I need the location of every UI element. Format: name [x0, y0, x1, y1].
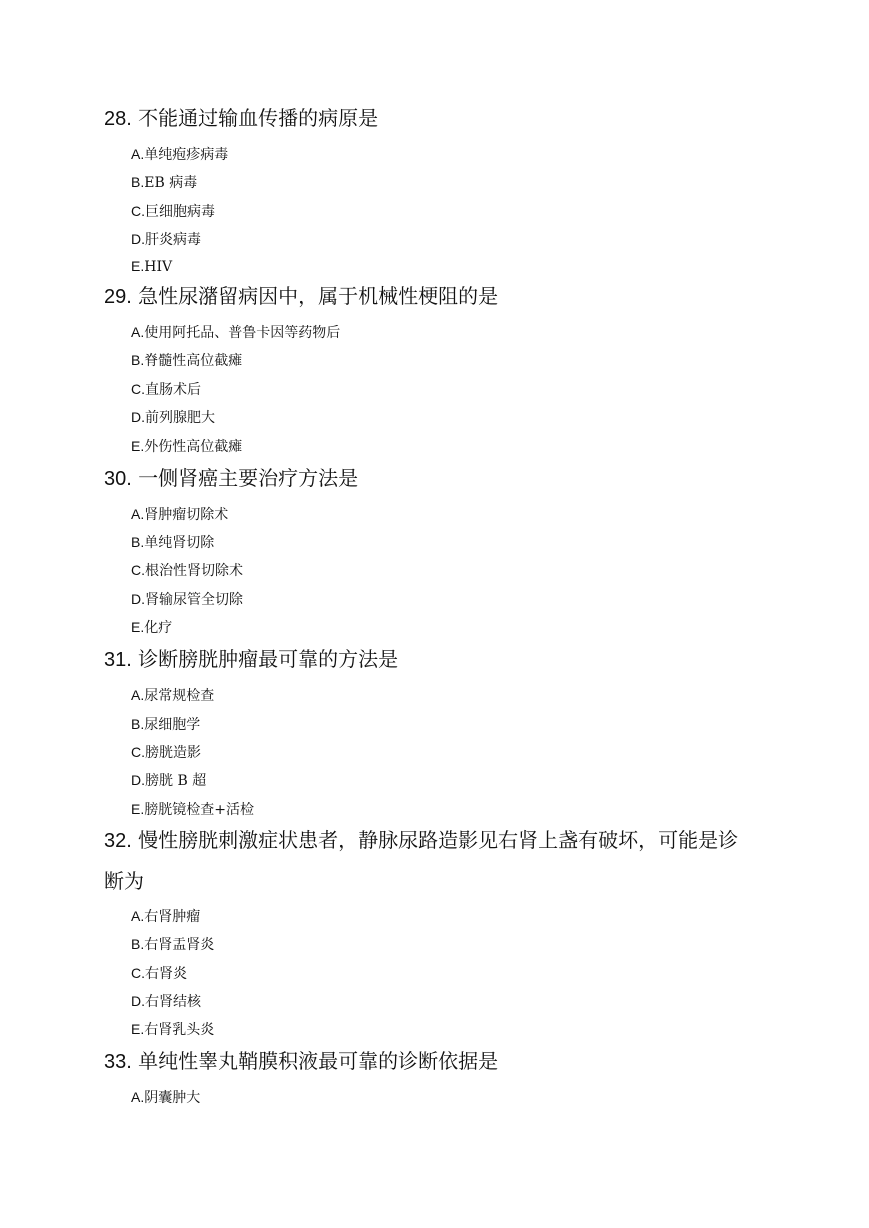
question-33-stem: [104, 1049, 498, 1074]
option-text: 右肾结核: [145, 994, 201, 1010]
question-32-option-a: [131, 907, 200, 926]
option-text: 阴囊肿大: [144, 1090, 201, 1106]
option-text: 单纯肾切除: [144, 535, 215, 551]
question-number: 32.: [104, 830, 132, 852]
option-text: 肾输尿管全切除: [145, 592, 243, 608]
option-text: 化疗: [144, 620, 173, 636]
option-letter: B.: [131, 174, 145, 190]
option-text: 使用阿托品、普鲁卡因等药物后: [144, 325, 341, 341]
question-number: 33.: [104, 1051, 132, 1073]
question-29-option-e: [131, 437, 242, 456]
question-number: 30.: [104, 468, 132, 490]
question-28-option-a: [131, 145, 228, 164]
question-31-stem: [104, 647, 398, 672]
option-text: 直肠术后: [145, 382, 201, 398]
option-letter: A.: [131, 908, 145, 924]
option-text: 根治性肾切除术: [145, 563, 243, 579]
option-letter: A.: [131, 146, 145, 162]
question-29-option-d: [131, 408, 215, 427]
question-32-option-d: [131, 992, 201, 1011]
option-text: 右肾肿瘤: [144, 909, 201, 925]
question-32-option-e: [131, 1020, 214, 1039]
option-text: 膀胱 B 超: [145, 773, 207, 789]
option-letter: A.: [131, 687, 145, 703]
option-letter: A.: [131, 324, 145, 340]
option-letter: C.: [131, 381, 145, 397]
question-30-option-a: [131, 505, 228, 524]
option-text: 尿细胞学: [144, 717, 201, 733]
option-letter: B.: [131, 352, 145, 368]
option-letter: B.: [131, 534, 145, 550]
option-letter: C.: [131, 965, 145, 981]
option-letter: C.: [131, 744, 145, 760]
option-letter: E.: [131, 1021, 145, 1037]
option-text: 肾肿瘤切除术: [144, 507, 229, 523]
option-letter: A.: [131, 1089, 145, 1105]
question-31-option-c: [131, 743, 201, 762]
question-number: 31.: [104, 649, 132, 671]
option-text: 前列腺肥大: [145, 410, 215, 426]
option-text: EB 病毒: [144, 175, 198, 191]
question-31-option-b: [131, 715, 200, 734]
question-30-option-b: [131, 533, 214, 552]
option-text: 单纯疱疹病毒: [144, 147, 229, 163]
question-32-option-b: [131, 935, 214, 954]
option-text: 尿常规检查: [144, 688, 215, 704]
question-28-option-b: [131, 173, 197, 192]
question-29-option-b: [131, 351, 242, 370]
question-30-stem: [104, 466, 358, 491]
option-letter: E.: [131, 619, 145, 635]
question-30-option-c: [131, 561, 243, 580]
option-letter: D.: [131, 409, 145, 425]
option-letter: A.: [131, 506, 145, 522]
option-text: 巨细胞病毒: [145, 204, 215, 220]
question-30-option-e: [131, 618, 172, 637]
option-text: 右肾炎: [145, 966, 187, 982]
question-29-option-c: [131, 380, 201, 399]
question-30-option-d: [131, 590, 243, 609]
question-text: 急性尿潴留病因中，属于机械性梗阻的是: [138, 284, 499, 308]
question-text: 不能通过输血传播的病原是: [138, 106, 379, 130]
option-letter: C.: [131, 203, 145, 219]
question-number: 28.: [104, 108, 132, 130]
option-letter: B.: [131, 936, 145, 952]
option-letter: D.: [131, 231, 145, 247]
option-letter: B.: [131, 716, 145, 732]
option-text: HIV: [144, 259, 173, 275]
option-text: 右肾乳头炎: [144, 1022, 215, 1038]
question-33-option-a: [131, 1088, 200, 1107]
option-letter: E.: [131, 801, 145, 817]
option-text: 膀胱镜检查+活检: [144, 802, 254, 818]
option-letter: D.: [131, 591, 145, 607]
option-text: 肝炎病毒: [145, 232, 201, 248]
question-text: 诊断膀胱肿瘤最可靠的方法是: [138, 647, 399, 671]
option-letter: D.: [131, 772, 145, 788]
question-32-option-c: [131, 964, 187, 983]
option-text: 外伤性高位截瘫: [144, 439, 243, 455]
option-letter: E.: [131, 438, 145, 454]
option-text: 右肾盂肾炎: [144, 937, 215, 953]
question-28-option-c: [131, 202, 215, 221]
question-number: 29.: [104, 286, 132, 308]
question-29-stem: [104, 284, 498, 309]
question-29-option-a: [131, 323, 340, 342]
question-32-stem: [104, 828, 738, 853]
question-28-option-e: [131, 257, 172, 276]
option-letter: D.: [131, 993, 145, 1009]
question-text: 单纯性睾丸鞘膜积液最可靠的诊断依据是: [138, 1049, 499, 1073]
question-32-stem-continued: 断为: [104, 869, 144, 893]
question-28-option-d: [131, 230, 201, 249]
question-31-option-e: [131, 800, 254, 819]
question-31-option-d: [131, 771, 206, 790]
option-letter: C.: [131, 562, 145, 578]
option-text: 膀胱造影: [145, 745, 201, 761]
option-text: 脊髓性高位截瘫: [144, 353, 243, 369]
question-text: 慢性膀胱刺激症状患者，静脉尿路造影见右肾上盏有破坏，可能是诊: [138, 828, 739, 852]
question-text: 一侧肾癌主要治疗方法是: [138, 466, 359, 490]
question-28-stem: [104, 106, 378, 131]
option-letter: E.: [131, 258, 145, 274]
question-31-option-a: [131, 686, 214, 705]
